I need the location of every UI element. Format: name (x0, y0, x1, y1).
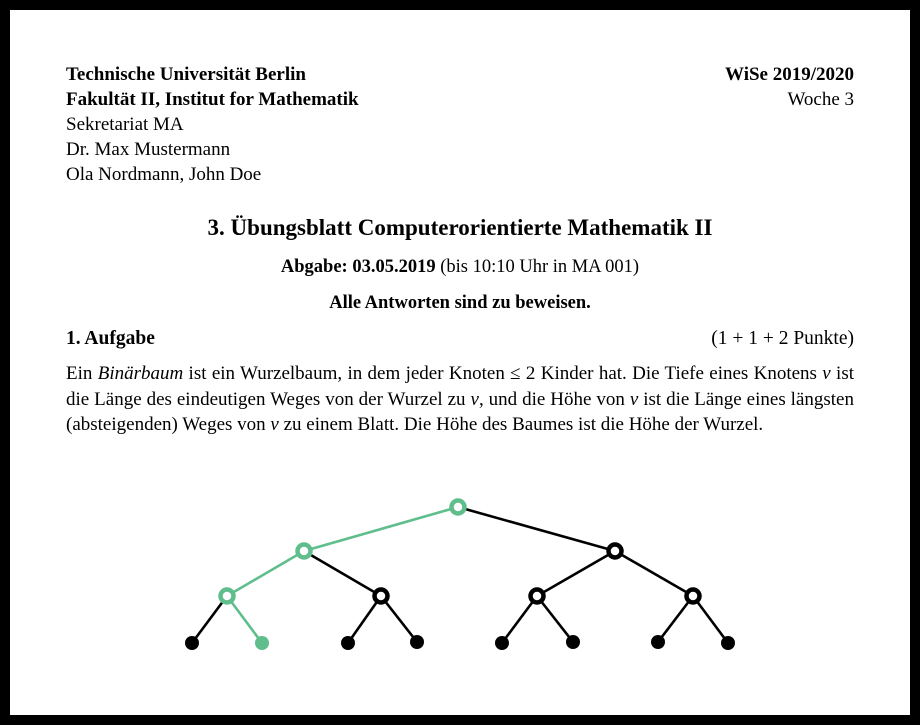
italic-term: v (822, 363, 831, 384)
paragraph-text: ist die Länge des eindeutigen Weges von der Wurzel zu (66, 363, 854, 410)
tree-inner-node-rr (687, 590, 700, 603)
tree-inner-node-ll (221, 590, 234, 603)
tree-edge-ll-llr (227, 596, 262, 643)
document-page (10, 10, 910, 715)
tree-edge-rl-rlr (537, 596, 573, 642)
tree-edge-root-r (458, 507, 615, 551)
paragraph-text: zu einem Blatt. Die Höhe des Baumes ist die Höhe der Wurzel. (278, 414, 764, 435)
header-assistants: Ola Nordmann, John Doe (66, 164, 262, 185)
paragraph-text: ist die Länge eines längsten (absteigenden) Weges von (66, 388, 854, 435)
tree-edge-l-ll (227, 551, 304, 596)
italic-term: v (470, 388, 479, 410)
tree-diagram (10, 10, 910, 715)
paragraph-text: Ein (66, 363, 98, 384)
tree-edge-rl-rll (502, 596, 537, 643)
tree-edge-l-lr (304, 551, 381, 596)
tree-leaf-node-lll (185, 636, 199, 650)
tree-inner-node-lr (375, 590, 388, 603)
tree-edge-ll-lll (192, 596, 227, 643)
submission-details: (bis 10:10 Uhr in MA 001) (440, 257, 640, 277)
tree-leaf-node-rrr (721, 636, 735, 650)
task-number-label: 1. Aufgabe (66, 328, 155, 349)
tree-inner-node-l (298, 545, 311, 558)
proof-notice: Alle Antworten sind zu beweisen. (329, 293, 591, 313)
header-lecturer: Dr. Max Mustermann (66, 139, 231, 160)
italic-term: v (629, 388, 639, 410)
page-title: 3. Übungsblatt Computerorientierte Mathematik II (207, 215, 713, 240)
task-points: (1 + 1 + 2 Punkte) (711, 328, 854, 349)
paragraph-text: , und die Höhe von (478, 388, 630, 410)
tree-edge-lr-lrr (381, 596, 417, 642)
header-university: Technische Universität Berlin (66, 64, 306, 85)
tree-edge-root-l (304, 507, 458, 551)
tree-leaf-node-lrl (341, 636, 355, 650)
header-secretariat: Sekretariat MA (66, 114, 184, 135)
paragraph-text: ist ein Wurzelbaum, in dem jeder Knoten ≤ 2 Kinder hat. Die Tiefe eines Knotens (183, 363, 823, 384)
tree-inner-node-r (609, 545, 622, 558)
tree-leaf-node-rrl (651, 635, 665, 649)
italic-term: Binärbaum (97, 363, 184, 384)
tree-leaf-node-rlr (566, 635, 580, 649)
header-faculty: Fakultät II, Institut for Mathematik (66, 89, 359, 110)
tree-edge-rr-rrr (693, 596, 728, 643)
tree-inner-node-root (452, 501, 465, 514)
submission-deadline: Abgabe: 03.05.2019 (280, 257, 436, 277)
header-semester: WiSe 2019/2020 (725, 64, 854, 85)
tree-inner-node-rl (531, 590, 544, 603)
tree-leaf-node-lrr (410, 635, 424, 649)
tree-leaf-node-llr (255, 636, 269, 650)
tree-edge-r-rr (615, 551, 693, 596)
tree-leaf-node-rll (495, 636, 509, 650)
header-week: Woche 3 (787, 89, 854, 110)
italic-term: v (270, 414, 279, 435)
tree-edge-r-rl (537, 551, 615, 596)
